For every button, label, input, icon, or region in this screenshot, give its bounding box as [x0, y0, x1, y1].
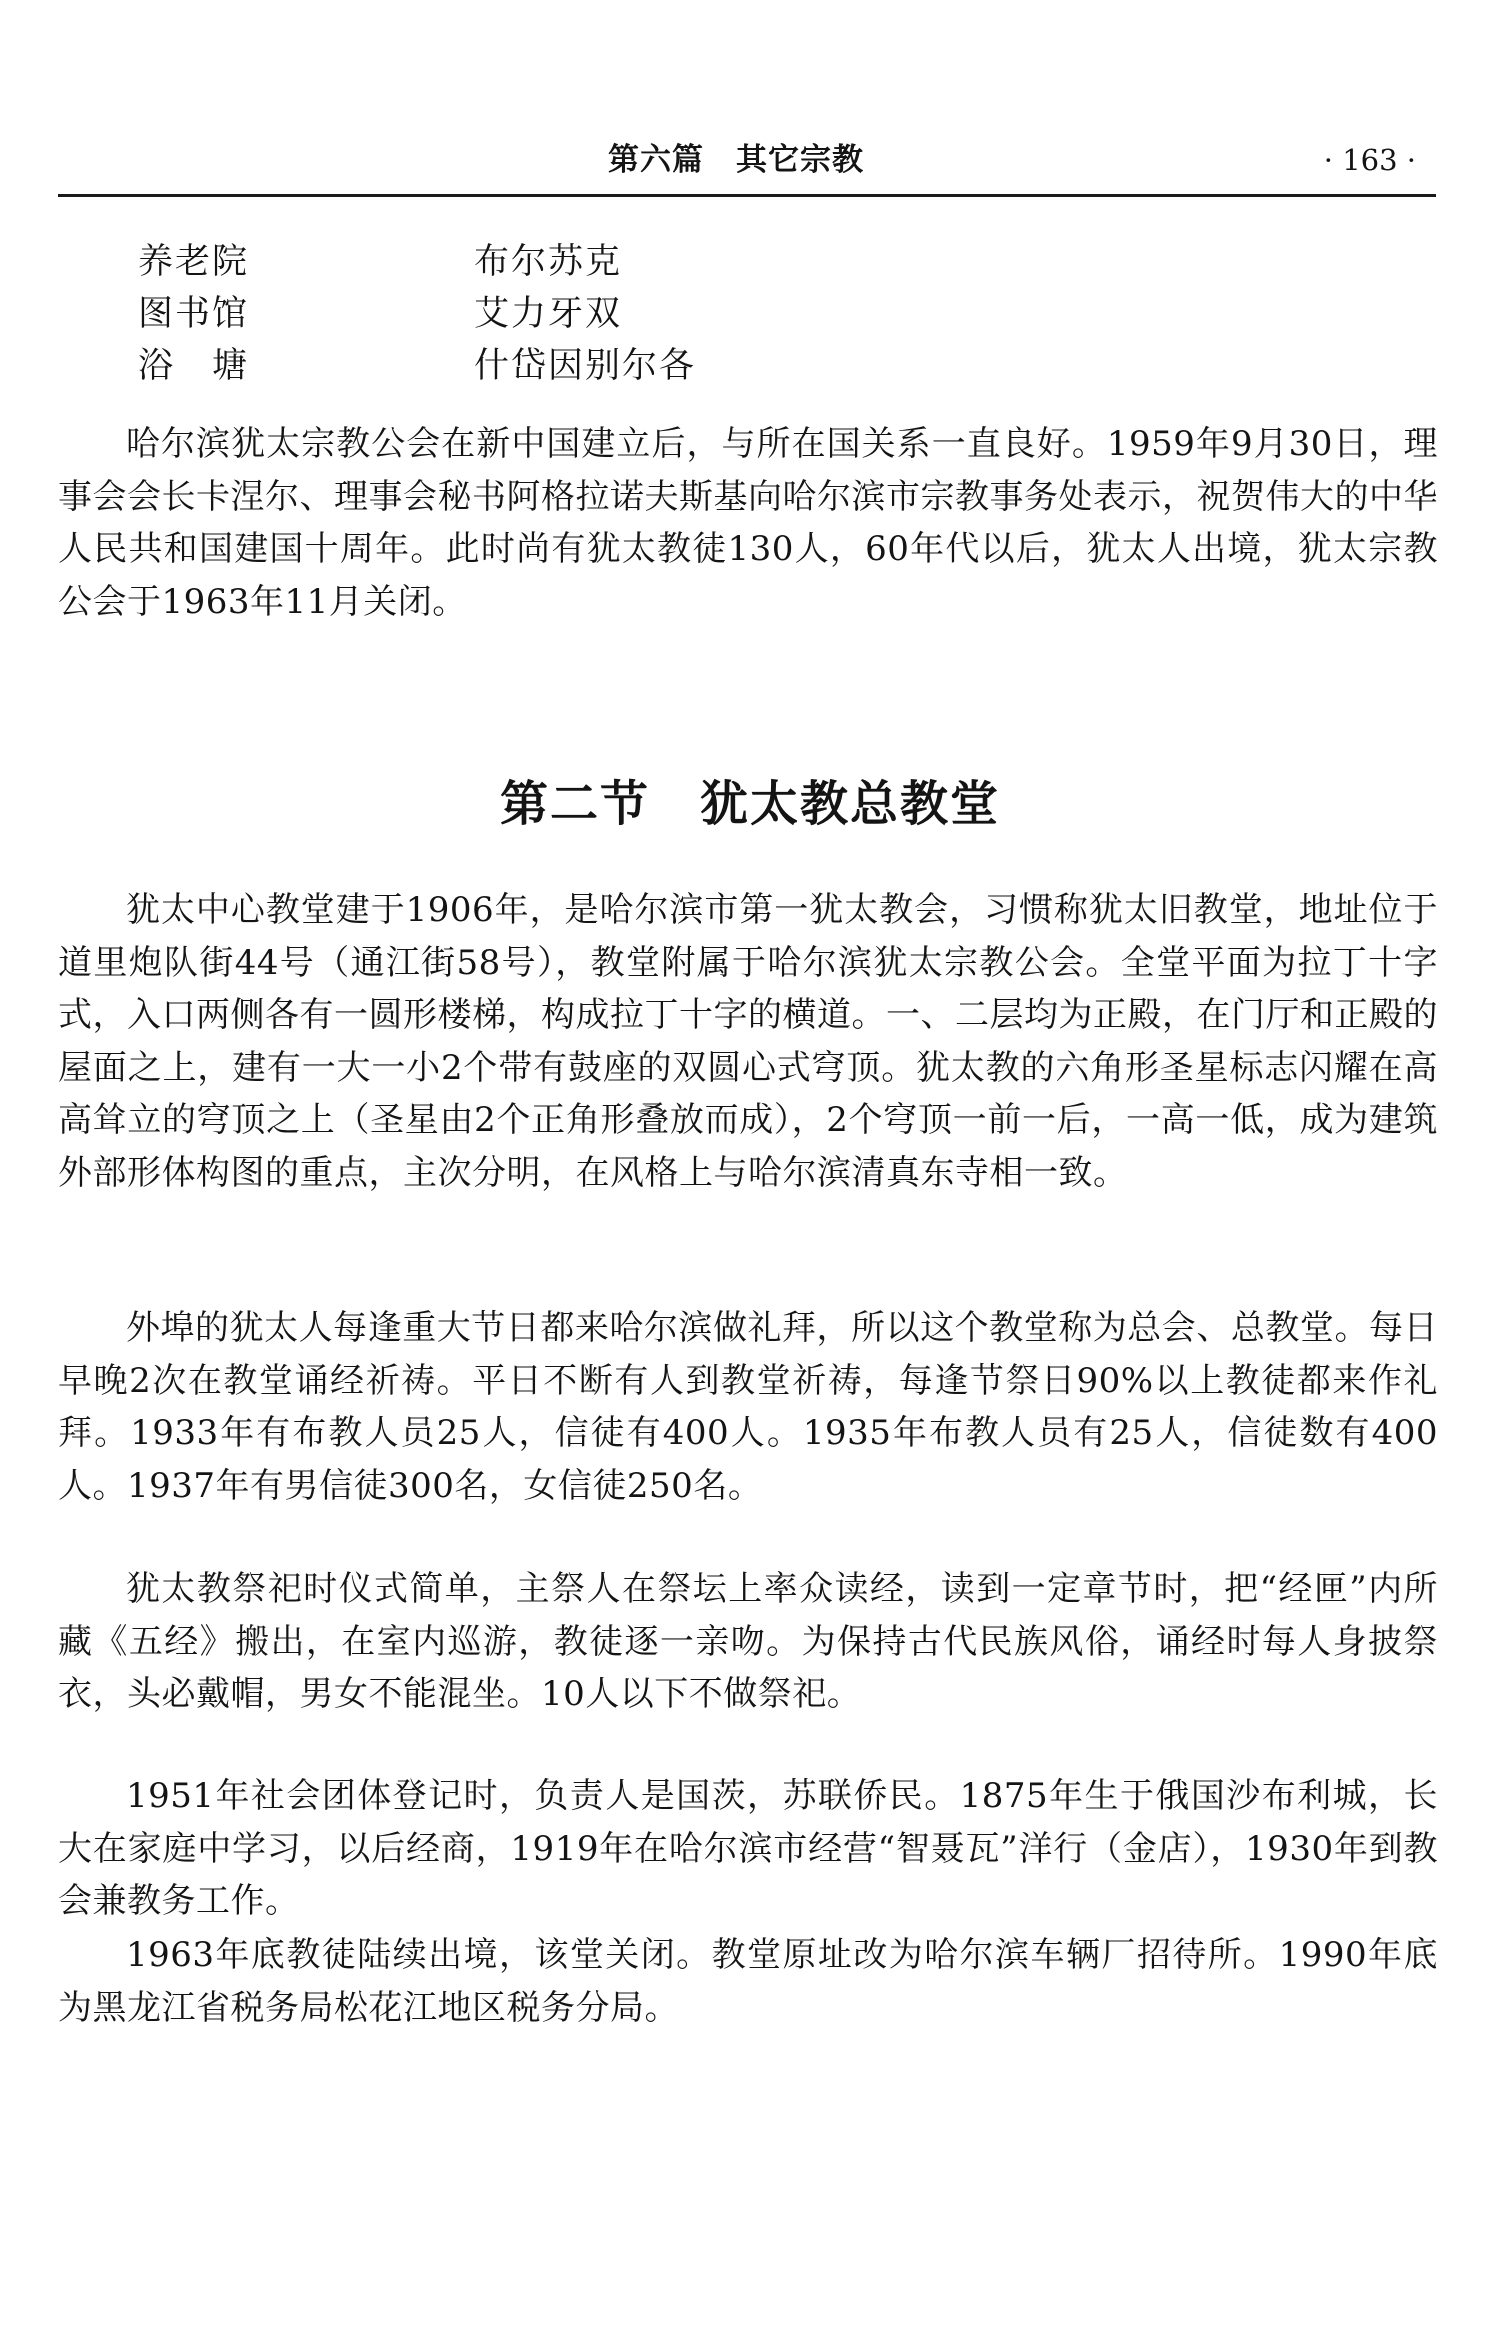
body-paragraph-1: 犹太中心教堂建于1906年，是哈尔滨市第一犹太教会，习惯称犹太旧教堂，地址位于道里炮队街44号（通江街58号），教堂附属于哈尔滨犹太宗教公会。全堂平面为拉丁十字式，入口两侧各有一圆形楼梯，构成拉丁十字的横道。一、二层均为正殿，在门厅和正殿的屋面之上，建有一大一小2个带有鼓座的双圆心式穹顶。犹太教的六角形圣星标志闪耀在高高耸立的穹顶之上（圣星由2个正角形叠放而成），2个穹顶一前一后，一高一低，成为建筑外部形体构图的重点，主次分明，在风格上与哈尔滨清真东寺相一致。 [58, 890, 1438, 1193]
list-item [138, 288, 1038, 340]
running-header [58, 140, 1436, 192]
page-number: · 163 · [1323, 143, 1416, 177]
organization-person: 艾力牙双 [474, 294, 623, 334]
body-paragraph-3: 犹太教祭祀时仪式简单，主祭人在祭坛上率众读经，读到一定章节时，把“经匣”内所藏《五经》搬出，在室内巡游，教徒逐一亲吻。为保持古代民族风俗，诵经时每人身披祭衣，头必戴帽，男女不能混坐。10人以下不做祭祀。 [58, 1569, 1438, 1714]
body-paragraph-2: 外埠的犹太人每逢重大节日都来哈尔滨做礼拜，所以这个教堂称为总会、总教堂。每日早晚2次在教堂诵经祈祷。平日不断有人到教堂祈祷，每逢节祭日90%以上教徒都来作礼拜。1933年有布教人员25人，信徒有400人。1935年布教人员有25人，信徒数有400人。1937年有男信徒300名，女信徒250名。 [58, 1308, 1438, 1506]
header-rule [58, 194, 1436, 197]
organization-list [138, 236, 1038, 392]
organization-person: 什岱因别尔各 [474, 346, 697, 386]
section-title: 第二节 犹太教总教堂 [499, 776, 1000, 832]
organization-person: 布尔苏克 [474, 242, 623, 282]
list-item [138, 236, 1038, 288]
list-item [138, 340, 1038, 392]
running-header-title: 第六篇 其它宗教 [608, 142, 864, 178]
body-paragraph-4: 1951年社会团体登记时，负责人是国茨，苏联侨民。1875年生于俄国沙布利城，长大在家庭中学习，以后经商，1919年在哈尔滨市经营“智聂瓦”洋行（金店），1930年到教会兼教务工作。 [58, 1776, 1438, 1921]
organization-name: 浴 塘 [138, 346, 250, 386]
body-paragraph-5: 1963年底教徒陆续出境，该堂关闭。教堂原址改为哈尔滨车辆厂招待所。1990年底为黑龙江省税务局松花江地区税务分局。 [58, 1935, 1438, 2028]
intro-paragraph: 哈尔滨犹太宗教公会在新中国建立后，与所在国关系一直良好。1959年9月30日，理事会会长卡涅尔、理事会秘书阿格拉诺夫斯基向哈尔滨市宗教事务处表示，祝贺伟大的中华人民共和国建国十周年。此时尚有犹太教徒130人，60年代以后，犹太人出境，犹太宗教公会于1963年11月关闭。 [58, 424, 1438, 622]
organization-name: 养老院 [138, 242, 250, 282]
organization-name: 图书馆 [138, 294, 250, 334]
